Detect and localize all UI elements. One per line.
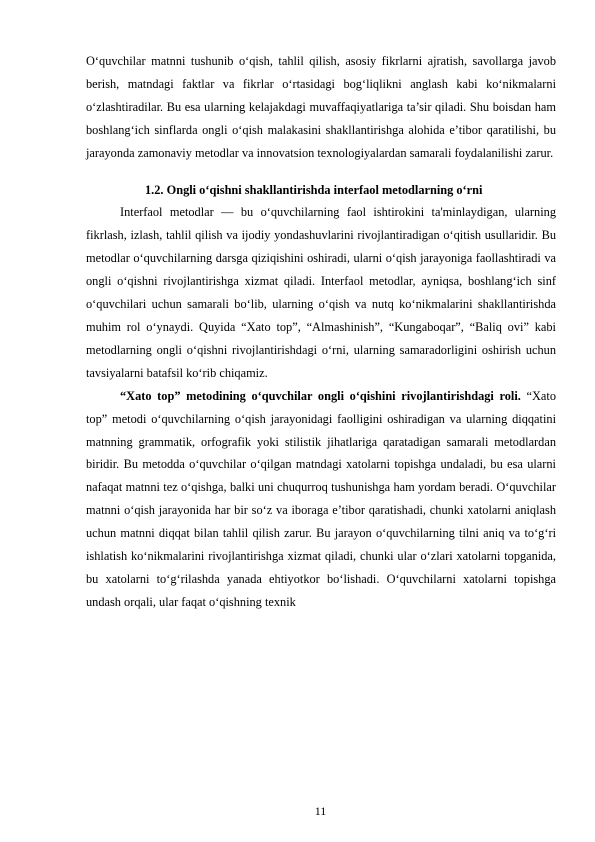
section-heading: 1.2. Ongli o‘qishni shakllantirishda interfaol metodlarning o‘rni [145, 182, 483, 197]
page-number: 11 [314, 804, 327, 818]
paragraph-intro: O‘quvchilar matnni tushunib o‘qish, tahlil qilish, asosiy fikrlarni ajratish, savollarga javob berish, matndagi faktlar va fikrlar o‘rtasidagi bog‘liqlikni anglash kabi ko‘nikmalarni o‘zlashtiradilar. Bu esa ularning kelajakdagi muvaffaqiyatlariga ta’sir qiladi. Shu boisdan ham boshlang‘ich sinflarda ongli o‘qish malakasini shakllantirishga alohida e’tibor qaratilishi, bu jarayonda zamonaviy metodlar va innovatsion texnologiyalardan samarali foydalanilishi zarur. [86, 54, 556, 160]
paragraph-xato-top-title: “Xato top” metodining o‘quvchilar ongli o‘qishini rivojlantirishdagi roli. [120, 388, 521, 403]
paragraph-xato-top-body: “Xato top” metodi o‘quvchilarning o‘qish jarayonidagi faolligini oshiradigan va ularning diqqatini matnning grammatik, orfografik yoki stilistik jihatlariga qaratadigan samarali metodlardan biridir. Bu metodda o‘quvchilar o‘qilgan matndagi xatolarni topishga undaladi, bu esa ularni nafaqat matnni tez o‘qishga, balki uni chuqurroq tushunishga ham yordam beradi. O‘quvchilar matnni o‘qish jarayonida har bir so‘z va iboraga e’tibor qaratishadi, chunki xatolarni aniqlash uchun matnni diqqat bilan tahlil qilish zarur. Bu jarayon o‘quvchilarning tilni aniq va to‘g‘ri ishlatish ko‘nikmalarini rivojlantirishga xizmat qiladi, chunki ular o‘zlari xatolarni topganida, bu xatolarni to‘g‘rilashda yanada ehtiyotkor bo‘lishadi. O‘quvchilarni xatolarni topishga undash orqali, ular faqat o‘qishning texnik [86, 388, 556, 609]
paragraph-xato-top [86, 385, 556, 614]
paragraph-interactive-methods: Interfaol metodlar — bu o‘quvchilarning faol ishtirokini ta'minlaydigan, ularning fikrlash, izlash, tahlil qilish va ijodiy yondashuvlarini rivojlantiradigan o‘qitish usullaridir. Bu metodlar o‘quvchilarning darsga qiziqishini oshiradi, ularni o‘qish jarayoniga faollashtiradi va ongli o‘qishni rivojlantirishga xizmat qiladi. Interfaol metodlar, ayniqsa, boshlang‘ich sinf o‘quvchilari uchun samarali bo‘lib, ularning o‘qish va nutq ko‘nikmalarini shakllantirishda muhim rol o‘ynaydi. Quyida “Xato top”, “Almashinish”, “Kungaboqar”, “Baliq ovi” kabi metodlarning ongli o‘qishni rivojlantirishdagi o‘rni, ularning samaradorligini oshirish uchun tavsiyalarni batafsil ko‘rib chiqamiz. [86, 205, 556, 380]
document-page [86, 50, 556, 614]
